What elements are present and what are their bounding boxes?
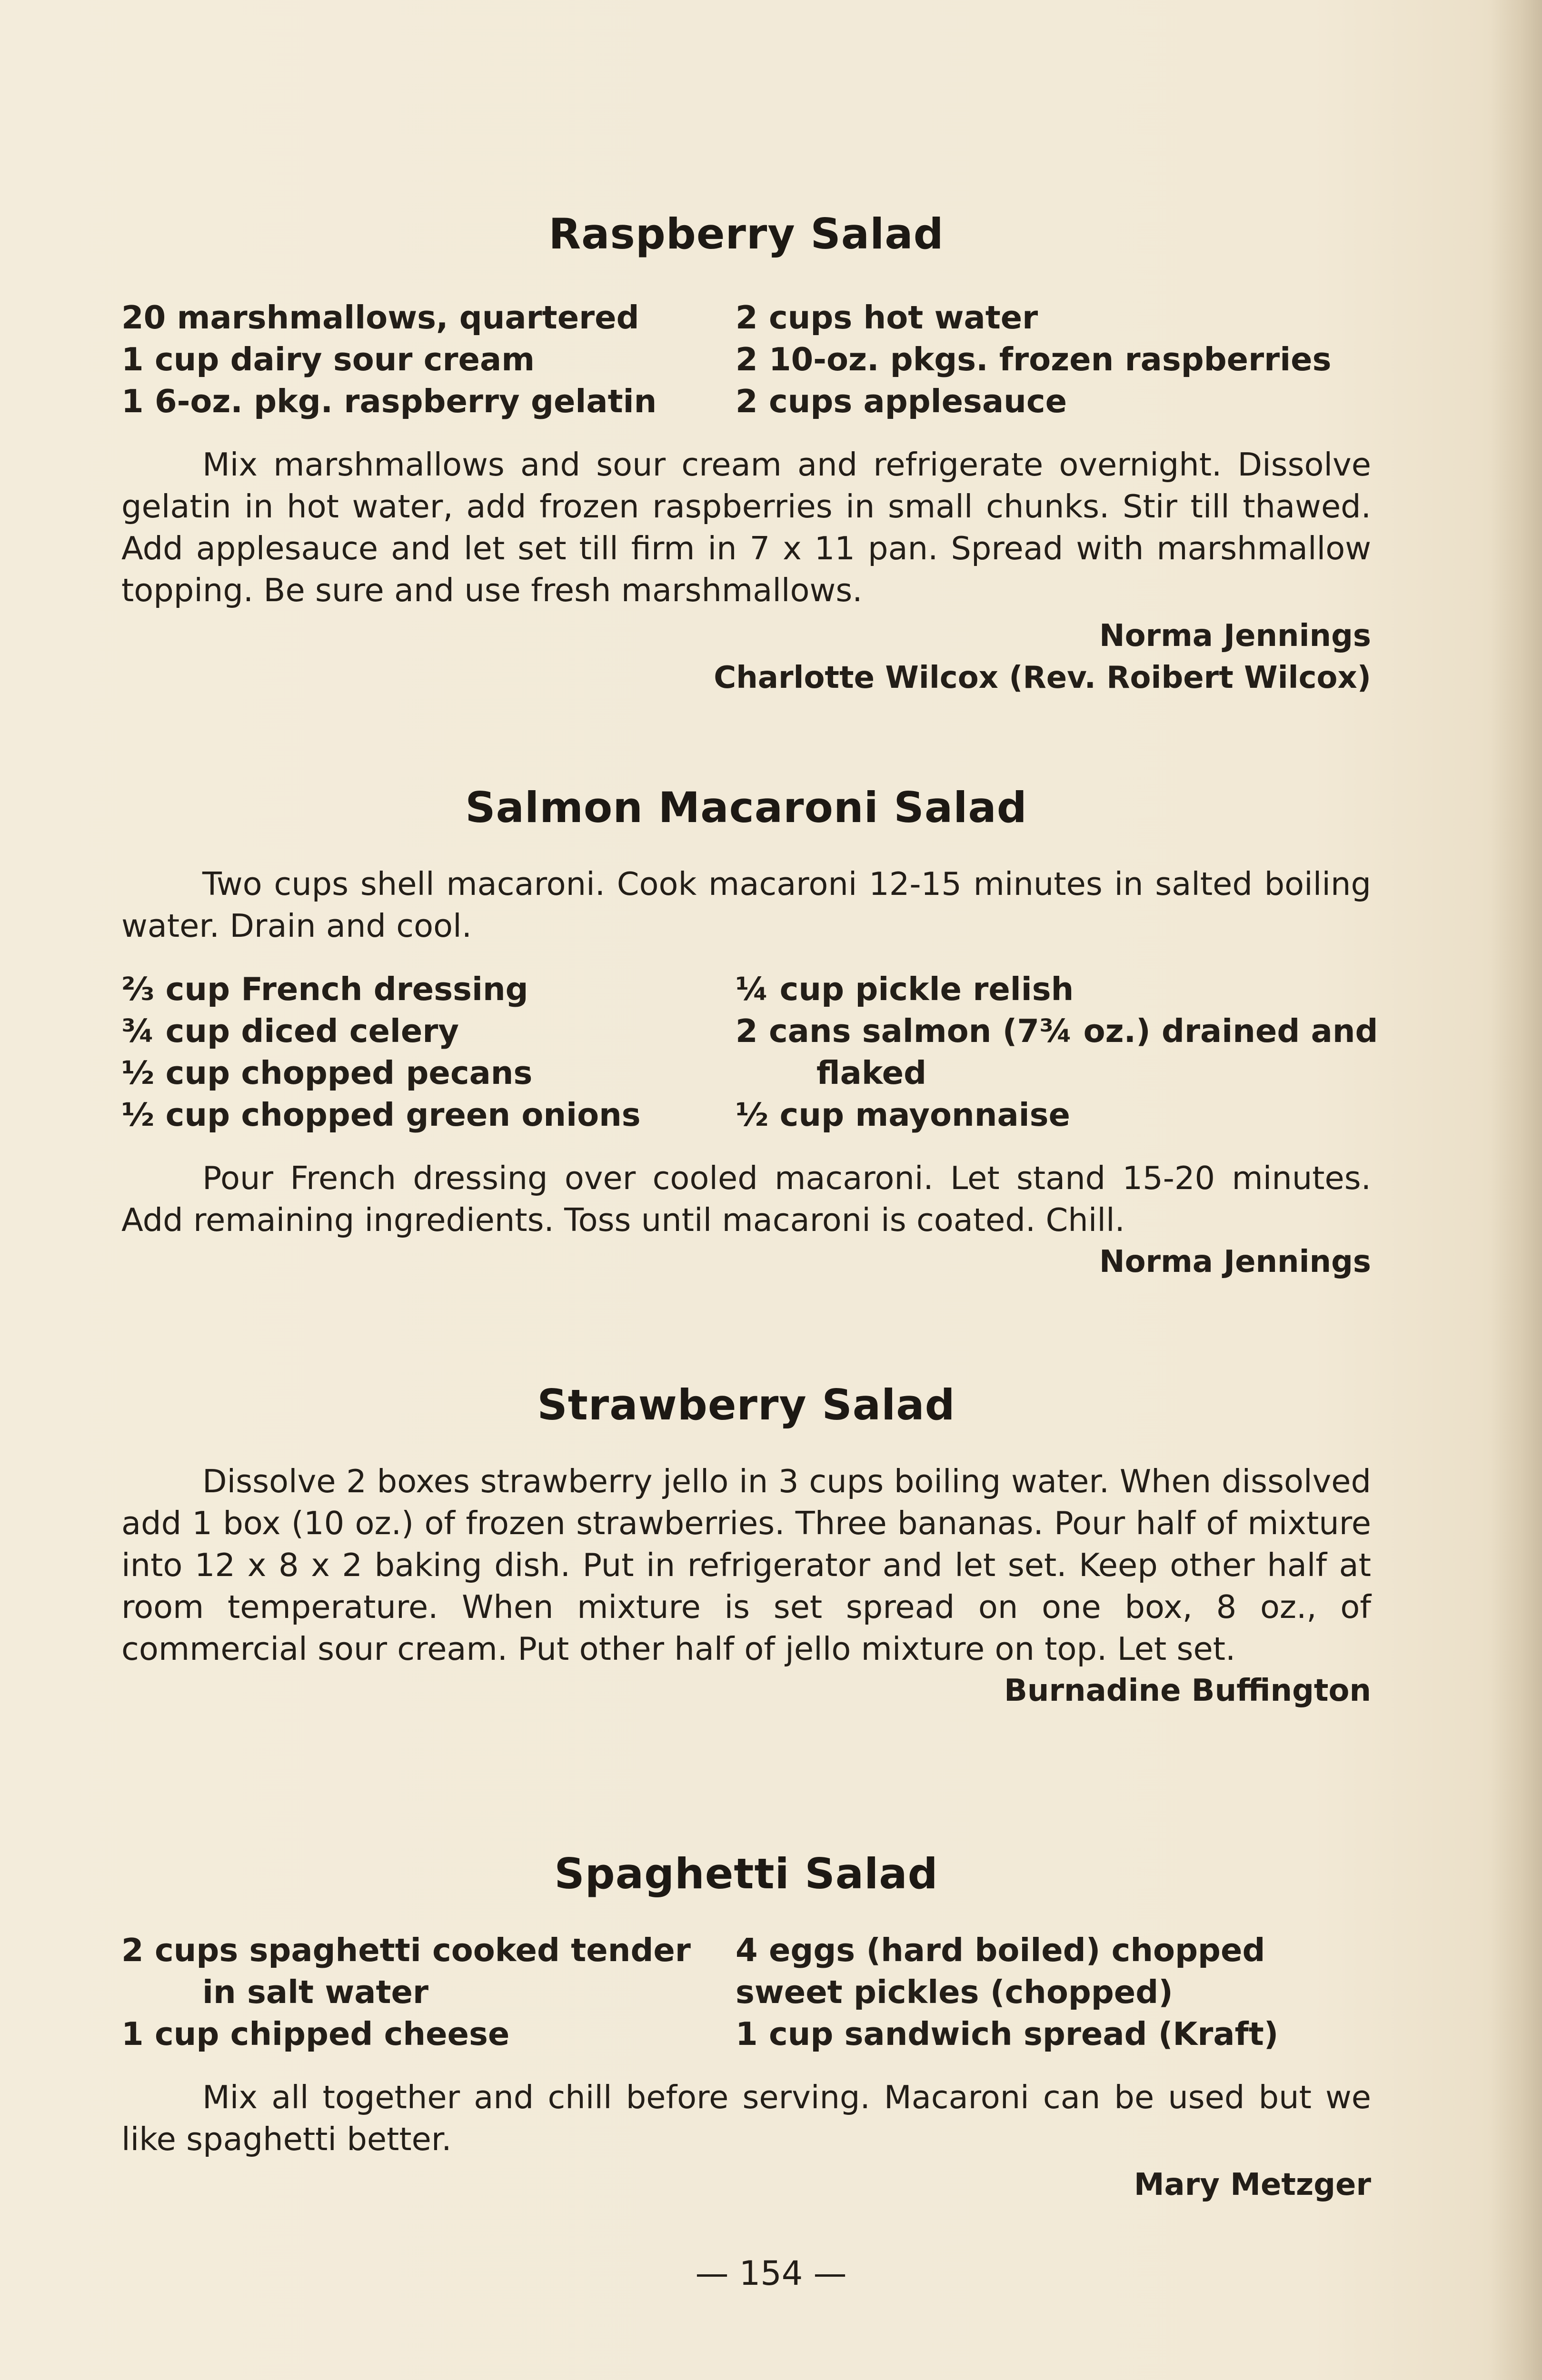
ingredient-column-right [736,968,1378,1136]
ingredient-column-right [736,1929,1371,2055]
recipe-title: Salmon Macaroni Salad [465,783,1027,832]
ingredient-item: ⅔ cup French dressing [121,971,528,1008]
recipe-spaghetti-salad [121,1849,1371,2206]
ingredient-item: 1 cup dairy sour cream [121,341,535,378]
ingredient-list [121,297,1371,422]
ingredient-item: 2 10-oz. pkgs. frozen raspberries [736,341,1332,378]
ingredient-item: ½ cup mayonnaise [736,1096,1070,1133]
recipe-title: Raspberry Salad [548,209,944,258]
recipe-author: Burnadine Buffington [1004,1673,1371,1708]
ingredient-item: sweet pickles (chopped) [736,1973,1173,2011]
recipe-directions: Dissolve 2 boxes strawberry jello in 3 cups boiling water. When dissolved add 1 box (10 oz.) of frozen strawberries. Three bananas. Pour half of mixture into 12 x 8 x 2 baking dish. Put in refrigerator and let set. Keep other half at room temperature. When mixture is set spread on one box, 8 oz., of commercial sour cream. Put other half of jello mixture on top. Let set. [121,1463,1371,1667]
ingredient-column-left [121,297,736,422]
recipe-author: Mary Metzger [1134,2167,1371,2202]
recipe-directions: Mix all together and chill before serving. Macaroni can be used but we like spaghetti better. [121,2079,1371,2158]
recipe-title: Strawberry Salad [537,1380,955,1429]
ingredient-item: flaked [816,1054,927,1091]
ingredient-item: 2 cups spaghetti cooked tender [121,1932,691,1969]
ingredient-item: 4 eggs (hard boiled) chopped [736,1932,1265,1969]
ingredient-list [121,968,1378,1136]
ingredient-item: ¼ cup pickle relish [736,971,1074,1008]
recipe-salmon-macaroni-salad [121,783,1378,1283]
ingredient-item: 20 marshmallows, quartered [121,299,639,336]
recipe-intro: Two cups shell macaroni. Cook macaroni 12-15 minutes in salted boiling water. Drain and cool. [121,865,1371,944]
ingredient-item: 2 cups applesauce [736,383,1067,420]
recipe-title: Spaghetti Salad [554,1849,938,1898]
ingredient-item: ¾ cup diced celery [121,1012,459,1050]
page-binding-shadow [1490,0,1542,2380]
recipe-raspberry-salad [121,209,1371,699]
ingredient-column-right [736,297,1371,422]
ingredient-item: 2 cups hot water [736,299,1038,336]
recipe-author: Norma Jennings [1099,1244,1371,1279]
ingredient-item: ½ cup chopped pecans [121,1054,533,1091]
ingredient-column-left [121,1929,736,2055]
recipe-directions: Pour French dressing over cooled macaroni. Let stand 15-20 minutes. Add remaining ingredients. Toss until macaroni is coated. Chill. [121,1160,1371,1239]
ingredient-list [121,1929,1371,2055]
recipe-author: Norma Jennings [1099,618,1371,654]
ingredient-item: ½ cup chopped green onions [121,1096,641,1133]
ingredient-item: 1 cup chipped cheese [121,2015,510,2053]
page-number: — 154 — [695,2254,847,2293]
ingredient-item: 1 6-oz. pkg. raspberry gelatin [121,383,657,420]
ingredient-item: in salt water [202,1973,429,2011]
recipe-strawberry-salad [121,1380,1371,1712]
recipe-author: Charlotte Wilcox (Rev. Roibert Wilcox) [714,660,1371,695]
ingredient-item: 2 cans salmon (7¾ oz.) drained and [736,1012,1378,1050]
ingredient-item: 1 cup sandwich spread (Kraft) [736,2015,1279,2053]
recipe-directions: Mix marshmallows and sour cream and refrigerate overnight. Dissolve gelatin in hot water, add frozen raspberries in small chunks. Stir till thawed. Add applesauce and let set till firm in 7 x 11 pan. Spread with marshmallow topping. Be sure and use fresh marshmallows. [121,446,1371,609]
ingredient-column-left [121,968,736,1136]
